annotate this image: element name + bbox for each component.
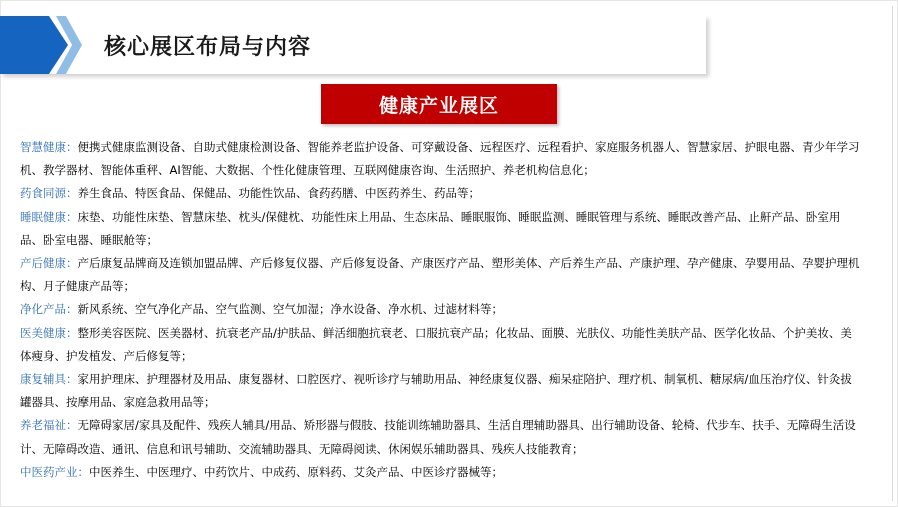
category-items: 中医养生、中医理疗、中药饮片、中成药、原料药、艾灸产品、中医诊疗器械等； <box>89 464 503 479</box>
slide-right-border <box>892 6 893 501</box>
category-label: 养老福祉： <box>20 418 78 433</box>
list-item <box>20 414 860 460</box>
category-items: 新风系统、空气净化产品、空气监测、空气加湿；净水设备、净水机、过滤材料等； <box>77 302 503 317</box>
list-item <box>20 368 860 414</box>
category-label: 康复辅具： <box>20 372 78 387</box>
category-items: 养生食品、特医食品、保健品、功能性饮品、食药药膳、中医药养生、药品等； <box>77 186 480 201</box>
category-items: 产后康复品牌商及连锁加盟品牌、产后修复仪器、产后修复设备、产康医疗产品、塑形美体、产后养生产品、产康护理、孕产健康、孕婴用品、孕婴护理机构、月子健康产品等； <box>20 256 860 294</box>
category-label: 产后健康： <box>20 256 78 271</box>
category-label: 睡眠健康： <box>20 209 78 224</box>
list-item <box>20 322 860 368</box>
chevron-right-icon <box>0 16 68 74</box>
list-item <box>20 298 860 321</box>
category-label: 智慧健康： <box>20 140 78 154</box>
expo-zone-banner <box>321 84 557 124</box>
category-label: 医美健康： <box>20 325 78 340</box>
list-item <box>20 461 860 484</box>
category-label: 中医药产业： <box>20 464 89 479</box>
category-label: 净化产品： <box>20 302 78 317</box>
category-items: 整形美容医院、医美器材、抗衰老产品/护肤品、鲜活细胞抗衰老、口服抗衰产品；化妆品、面膜、光肤仪、功能性美肤产品、医学化妆品、个护美妆、美体瘦身、护发植发、产后修复等； <box>20 325 852 363</box>
category-items: 便携式健康监测设备、自助式健康检测设备、智能养老监护设备、可穿戴设备、远程医疗、远程看护、家庭服务机器人、智慧家居、护眼电器、青少年学习机、教学器材、智能体重秤、AI智能、大数据、个性化健康管理、互联网健康咨询、生活照护、养老机构信息化； <box>20 140 860 178</box>
category-items: 家用护理床、护理器材及用品、康复器材、口腔医疗、视听诊疗与辅助用品、神经康复仪器、痴呆症陪护、理疗机、制氧机、糖尿病/血压治疗仪、针灸拔罐器具、按摩用品、家庭急救用品等； <box>20 372 852 410</box>
list-item <box>20 136 860 182</box>
banner-label: 健康产业展区 <box>378 94 499 117</box>
page-title: 核心展区布局与内容 <box>104 35 312 60</box>
category-label: 药食同源： <box>20 186 78 201</box>
exhibit-list <box>20 136 860 484</box>
category-items: 床垫、功能性床垫、智慧床垫、枕头/保健枕、功能性床上用品、生态床品、睡眠服饰、睡眠监测、睡眠管理与系统、睡眠改善产品、止鼾产品、卧室用品、卧室电器、睡眠舱等； <box>20 209 841 247</box>
list-item <box>20 252 860 298</box>
list-item <box>20 206 860 252</box>
section-header <box>0 16 706 74</box>
list-item <box>20 182 860 205</box>
category-items: 无障碍家居/家具及配件、残疾人辅具/用品、矫形器与假肢、技能训练辅助器具、生活自理辅助器具、出行辅助设备、轮椅、代步车、扶手、无障碍生活设计、无障碍改造、通讯、信息和讯号辅助、交流辅助器具、无障碍阅读、休闲娱乐辅助器具、残疾人技能教育； <box>20 418 856 456</box>
